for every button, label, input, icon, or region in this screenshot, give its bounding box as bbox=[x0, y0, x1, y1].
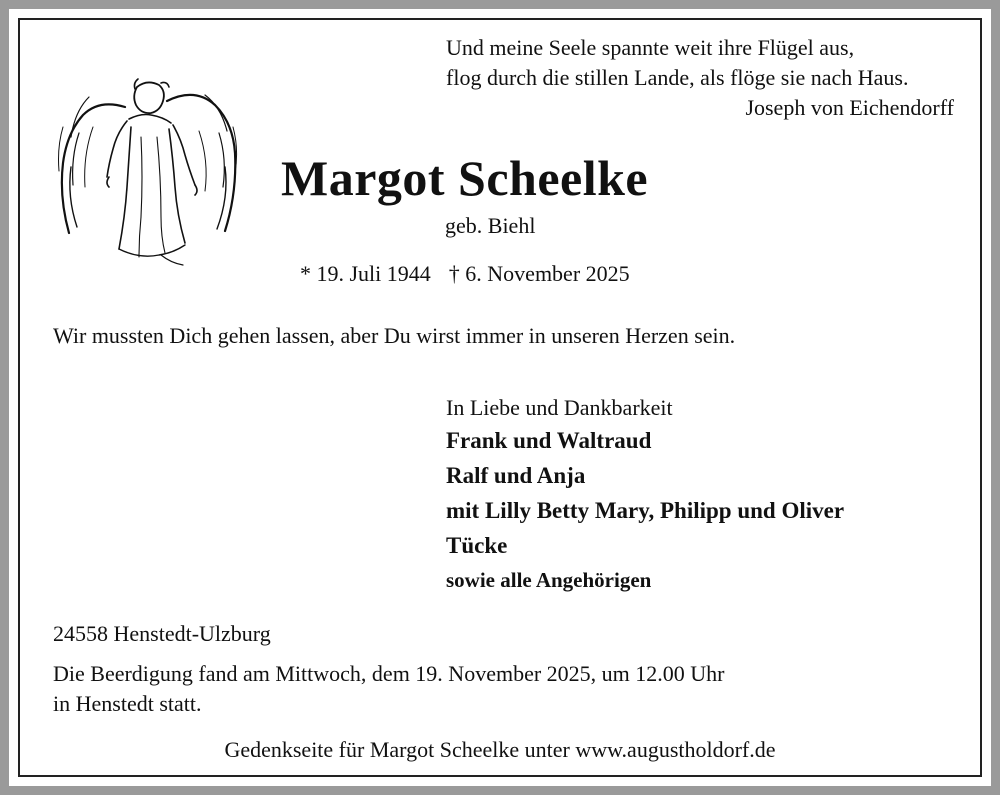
maiden-name: geb. Biehl bbox=[445, 213, 536, 238]
angel-icon bbox=[49, 67, 239, 272]
mourner-line: mit Lilly Betty Mary, Philipp und Oliver bbox=[446, 498, 845, 523]
quote bbox=[446, 33, 908, 93]
funeral-notice bbox=[53, 659, 724, 719]
funeral-line-2: in Henstedt statt. bbox=[53, 691, 202, 716]
quote-line-1: Und meine Seele spannte weit ihre Flügel aus, bbox=[446, 35, 855, 60]
birth-date: * 19. Juli 1944 bbox=[300, 261, 431, 286]
mourner-line: Frank und Waltraud bbox=[446, 428, 652, 453]
mourner-line: Ralf und Anja bbox=[446, 463, 586, 488]
mourner-line: Tücke bbox=[446, 533, 508, 558]
obituary-card bbox=[9, 9, 991, 786]
mourners-others: sowie alle Angehörigen bbox=[446, 568, 652, 592]
verse: Wir mussten Dich gehen lassen, aber Du wirst immer in unseren Herzen sein. bbox=[53, 323, 736, 348]
death-date: † 6. November 2025 bbox=[448, 261, 630, 286]
quote-line-2: flog durch die stillen Lande, als flöge sie nach Haus. bbox=[446, 65, 909, 90]
memorial-page-note: Gedenkseite für Margot Scheelke unter www.augustholdorf.de bbox=[224, 737, 776, 762]
mourners-intro: In Liebe und Dankbarkeit bbox=[446, 395, 673, 420]
funeral-line-1: Die Beerdigung fand am Mittwoch, dem 19. November 2025, um 12.00 Uhr bbox=[53, 661, 725, 686]
location: 24558 Henstedt-Ulzburg bbox=[53, 621, 271, 646]
deceased-name: Margot Scheelke bbox=[281, 150, 649, 206]
mourners-block bbox=[446, 393, 844, 597]
life-dates bbox=[300, 261, 630, 287]
quote-author: Joseph von Eichendorff bbox=[745, 95, 954, 120]
